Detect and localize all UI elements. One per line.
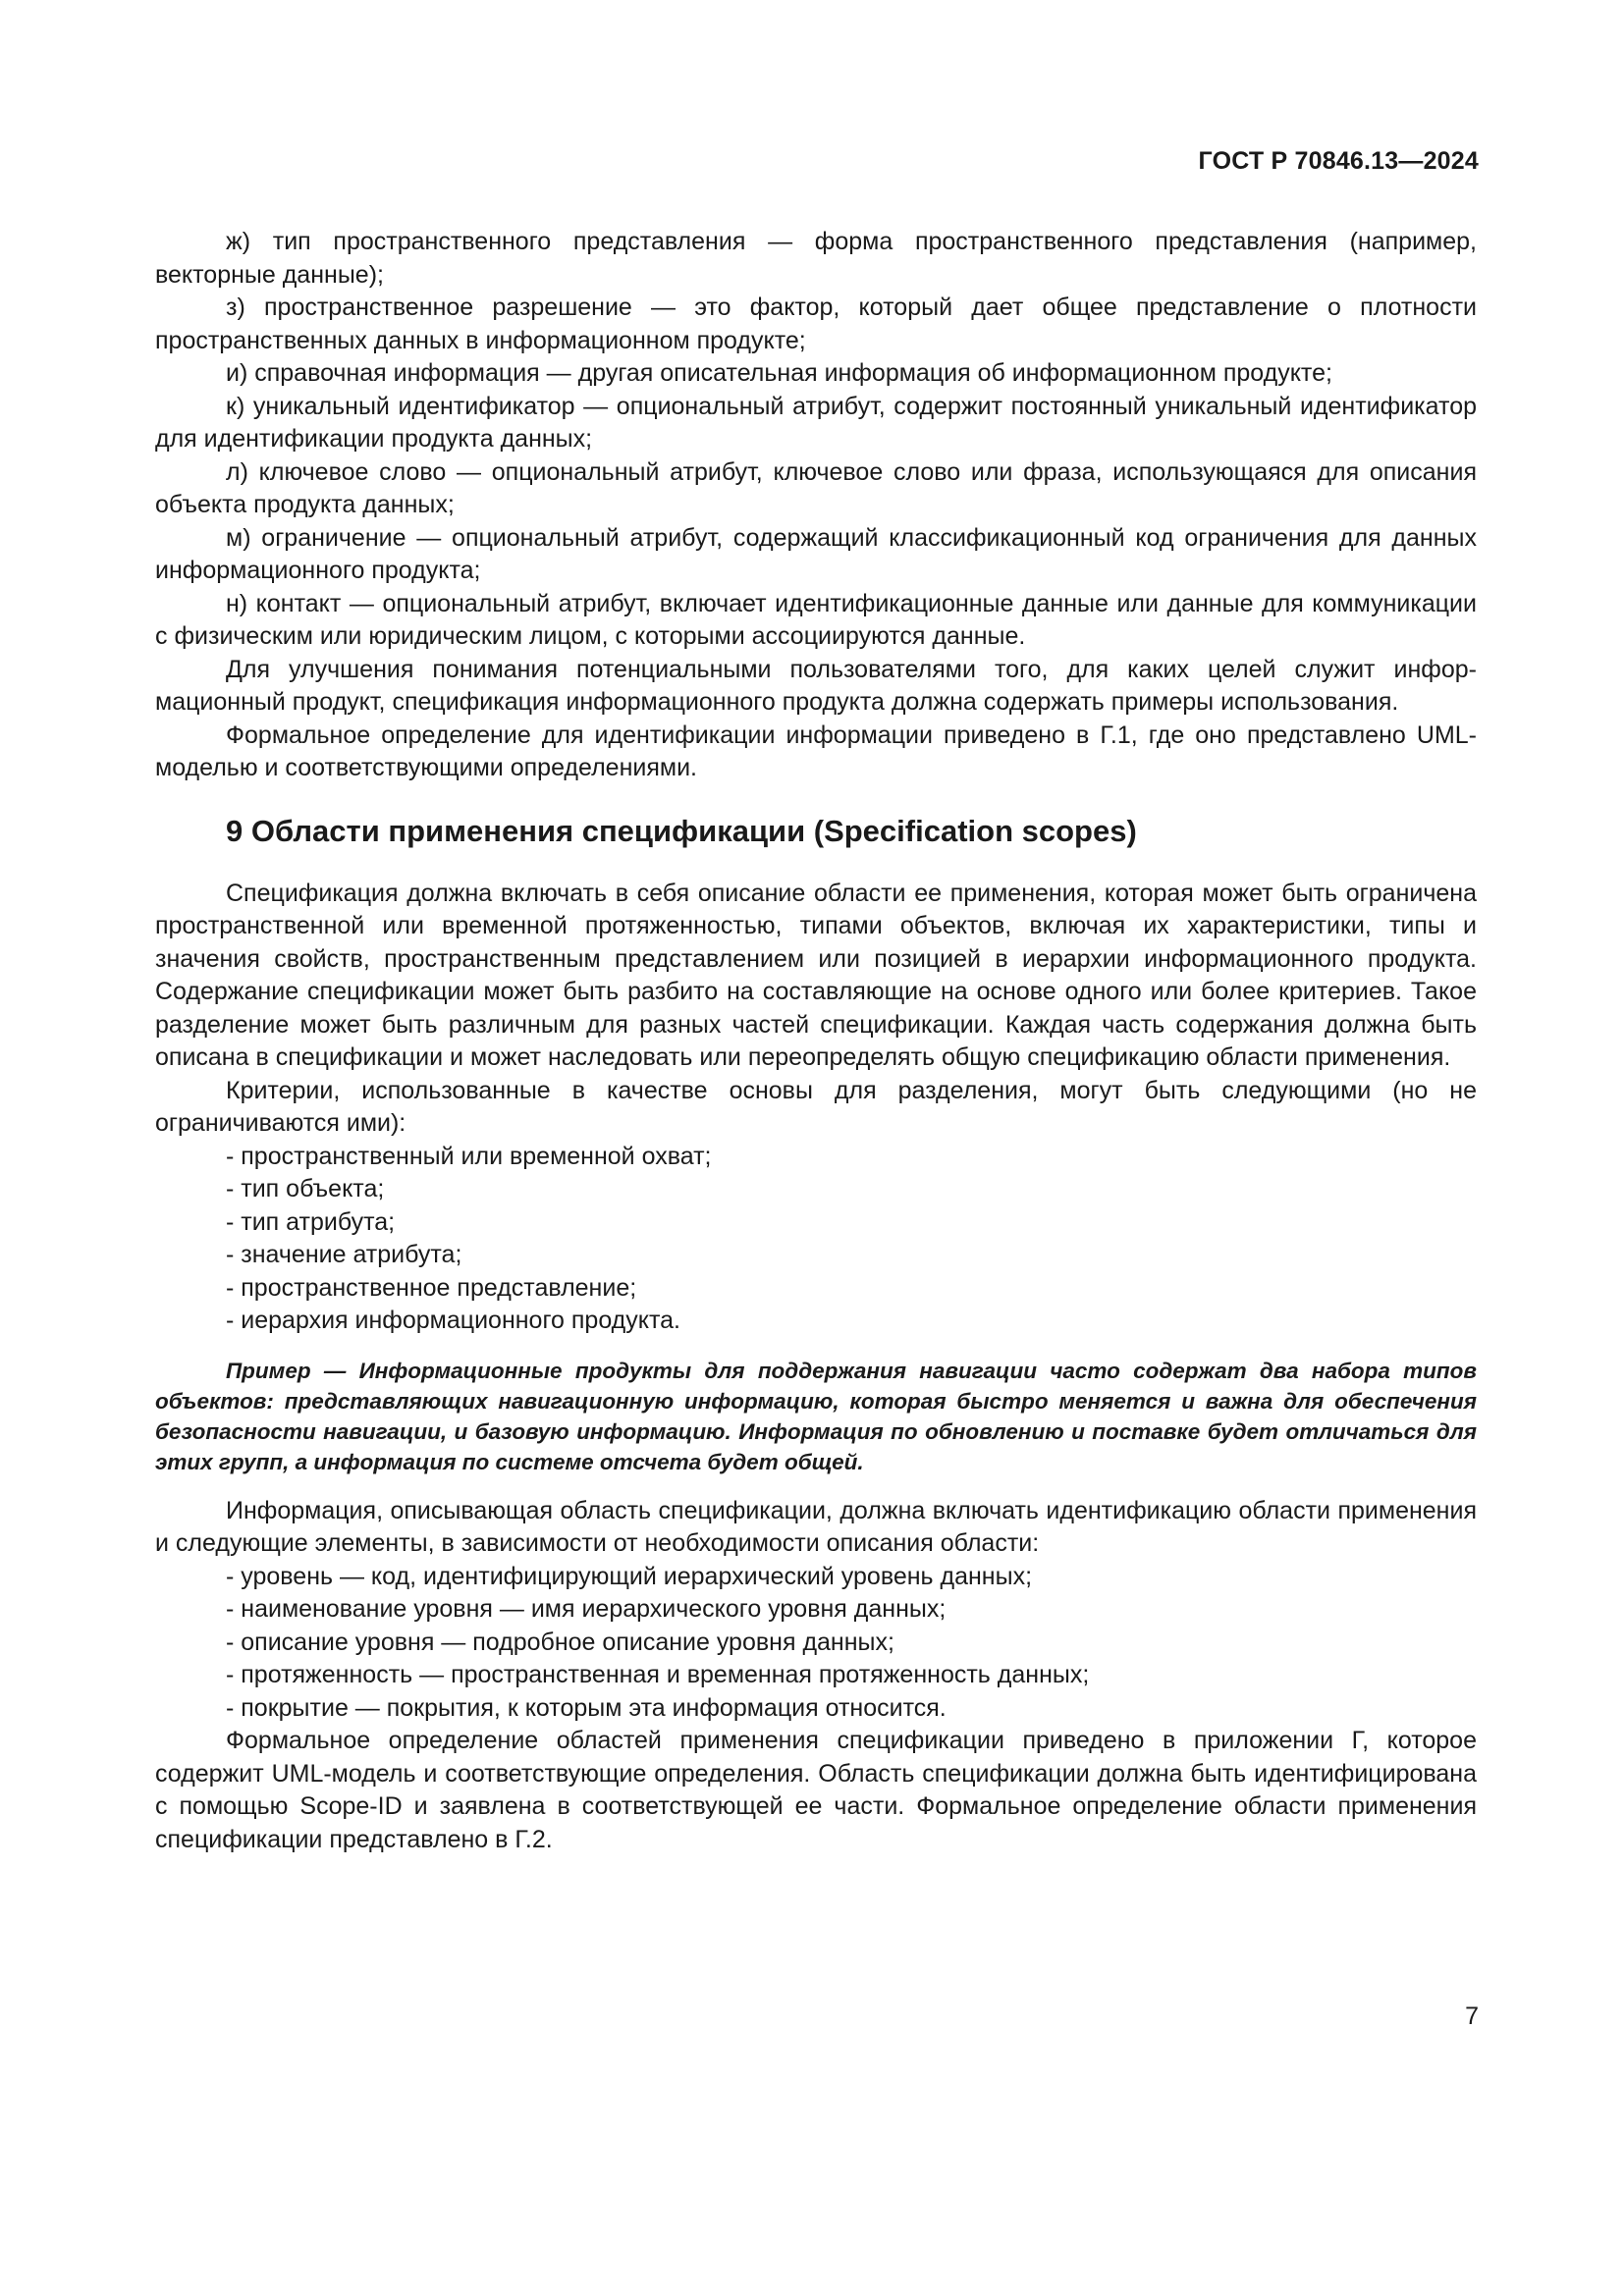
paragraph: Информация, описывающая область спецификации, должна включать идентификацию области применения и следующие элементы, в зависимости от необходимости описания области: [155,1496,1477,1557]
page-content [155,226,1477,1856]
element-item: - покрытие — покрытия, к которым эта информация относится. [226,1693,947,1722]
list-item: н) контакт — опциональный атрибут, включает идентификационные данные или данные для коммуникации с физическим или юридическим лицом, с которыми ассоциируются данные. [155,589,1477,650]
element-item: - описание уровня — подробное описание уровня данных; [226,1628,894,1656]
list-item: ж) тип пространственного представления — форма пространственного представления (например, векторные данные); [155,228,1477,289]
document-header: ГОСТ Р 70846.13—2024 [1198,147,1479,175]
paragraph: Критерии, использованные в качестве основы для разделения, могут быть следующими (но не ограничиваются ими): [155,1076,1477,1137]
paragraph: Формальное определение для идентификации информации приведено в Г.1, где оно представлено UML-моделью и соответствующими определениями. [155,721,1477,781]
section-heading: 9 Области применения спецификации (Specification scopes) [226,813,1137,848]
list-item: к) уникальный идентификатор — опциональный атрибут, содержит постоянный уникальный идентификатор для идентификации продукта данных; [155,392,1477,453]
element-item: - наименование уровня — имя иерархического уровня данных; [226,1595,947,1623]
criteria-item: - иерархия информационного продукта. [226,1307,681,1334]
element-item: - уровень — код, идентифицирующий иерархический уровень данных; [226,1562,1033,1590]
page-number: 7 [1465,2002,1479,2030]
criteria-item: - пространственное представление; [226,1273,637,1302]
criteria-item: - значение атрибута; [226,1241,462,1268]
list-item: и) справочная информация — другая описательная информация об информационном продукте; [226,359,1332,387]
element-item: - протяженность — пространственная и временная протяженность данных; [226,1661,1090,1688]
paragraph: Спецификация должна включать в себя описание области ее применения, которая может быть ограничена пространственной или временной протяженностью, типами объектов, включая их характеристики, типы и значения свойств, пространственным представлением или позицией в иерархии информационного продукта. Содержание спецификации может быть разбито на составляющие на основе одного или более критериев. Такое разделение может быть различным для разных частей спецификации. Каждая часть содержания должна быть описана в спецификации и может наследовать или переопределять общую спецификацию области применения. [155,879,1477,1071]
example-note: Пример — Информационные продукты для поддержания навигации часто содержат два набора типов объектов: представляющих навигационную информацию, которая быстро меняется и важна для обеспечения безопасности навигации, и базовую информацию. Информация по обновлению и поставке будет отличаться для этих групп, а информация по системе отсчета будет общей. [155,1358,1477,1474]
paragraph: Для улучшения понимания потенциальными пользователями того, для каких целей служит информационный продукт, спецификация информационного продукта должна содержать примеры использования. [155,655,1477,716]
list-item: л) ключевое слово — опциональный атрибут, ключевое слово или фраза, использующаяся для описания объекта продукта данных; [155,457,1477,518]
paragraph: Формальное определение областей применения спецификации приведено в приложении Г, которое содержит UML-модель и соответствующие определения. Область спецификации должна быть идентифицирована с помощью Scope-ID и заявлена в соответствующей ее части. Формальное определение области применения спецификации представлено в Г.2. [155,1727,1477,1853]
list-item: з) пространственное разрешение — это фактор, который дает общее представление о плотности пространственных данных в информационном продукте; [155,294,1477,354]
criteria-item: - тип объекта; [226,1175,385,1202]
list-item: м) ограничение — опциональный атрибут, содержащий классификационный код ограничения для данных информационного продукта; [155,523,1477,584]
criteria-item: - тип атрибута; [226,1207,396,1236]
criteria-item: - пространственный или временной охват; [226,1142,712,1170]
